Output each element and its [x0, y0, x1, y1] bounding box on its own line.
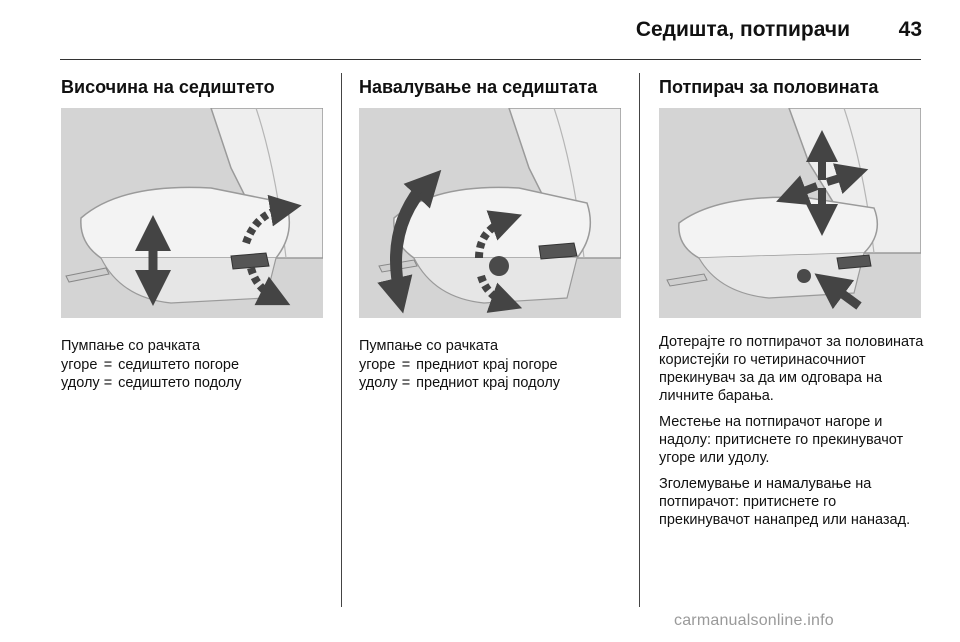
seat-height-caption: Пумпање со рачката [61, 338, 201, 354]
legend-equals: = [401, 357, 411, 373]
section-heading-seat-height: Височина на седиштето [61, 77, 275, 97]
legend-equals: = [103, 357, 113, 373]
lumbar-support-illustration [659, 108, 921, 318]
legend-key: угоре [359, 357, 396, 373]
legend-row [61, 356, 242, 374]
column-divider-1 [341, 73, 342, 607]
seat-tilt-caption: Пумпање со рачката [359, 338, 499, 354]
legend-equals: = [103, 375, 113, 391]
seat-height-illustration [61, 108, 323, 318]
legend-value: предниот крај подолу [416, 375, 561, 391]
header-divider [60, 59, 921, 60]
watermark-text: carmanualsonline.info [674, 612, 834, 629]
lumbar-support-text [659, 333, 924, 537]
seat-height-legend [61, 356, 242, 392]
legend-equals: = [401, 375, 411, 391]
legend-key: удолу [61, 375, 100, 391]
page-header-title: Седишта, потпирачи [635, 18, 850, 41]
section-heading-seat-tilt: Навалување на седиштата [359, 77, 598, 97]
legend-row [61, 374, 242, 392]
column-divider-2 [639, 73, 640, 607]
legend-value: седиштето погоре [118, 357, 240, 373]
section-heading-lumbar-support: Потпирач за половината [659, 77, 879, 97]
lumbar-paragraph-2: Местење на потпирачот нагоре и надолу: притиснете го прекинувачот угоре или удолу. [659, 414, 904, 466]
legend-key: угоре [61, 357, 98, 373]
page-number: 43 [898, 18, 922, 41]
legend-row [359, 374, 560, 392]
legend-value: седиштето подолу [118, 375, 242, 391]
lumbar-paragraph-1: Дотерајте го потпирачот за половината користејќи го четиринасочниот прекинувач за да им одговара на личните барања. [659, 334, 924, 404]
legend-key: удолу [359, 375, 398, 391]
lumbar-paragraph-3: Зголемување и намалување на потпирачот: притиснете го прекинувачот нанапред или наназад. [659, 476, 911, 528]
seat-tilt-legend [359, 356, 560, 392]
seat-tilt-illustration [359, 108, 621, 318]
legend-row [359, 356, 560, 374]
legend-value: предниот крај погоре [416, 357, 558, 373]
